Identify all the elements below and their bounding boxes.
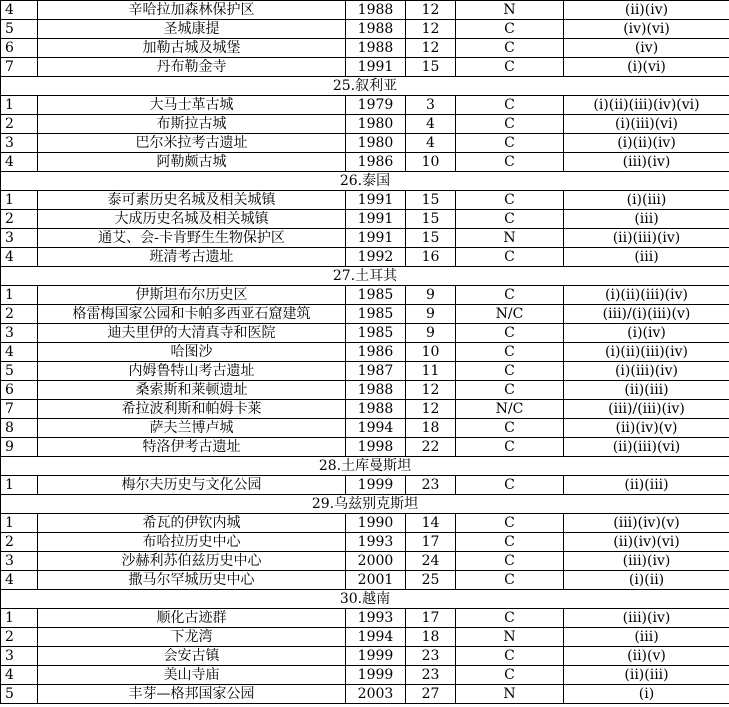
criteria-cell: (i)(ii)(iii)(iv) xyxy=(564,286,729,305)
site-name-cell: 希拉波利斯和帕姆卡莱 xyxy=(38,400,346,419)
table-row xyxy=(1,39,729,58)
table-row xyxy=(1,286,729,305)
site-name-cell: 伊斯坦布尔历史区 xyxy=(38,286,346,305)
table-row xyxy=(1,305,729,324)
session-cell: 12 xyxy=(406,381,456,400)
year-cell: 1988 xyxy=(346,20,406,39)
criteria-cell: (iii) xyxy=(564,628,729,647)
category-cell: C xyxy=(456,210,564,229)
row-number-cell: 7 xyxy=(1,58,38,77)
site-name-cell: 萨夫兰博卢城 xyxy=(38,419,346,438)
session-cell: 22 xyxy=(406,438,456,457)
category-cell: C xyxy=(456,343,564,362)
category-cell: N/C xyxy=(456,400,564,419)
site-name-cell: 班清考古遗址 xyxy=(38,248,346,267)
year-cell: 1999 xyxy=(346,666,406,685)
session-cell: 11 xyxy=(406,362,456,381)
session-cell: 14 xyxy=(406,514,456,533)
site-name-cell: 桑索斯和莱顿遗址 xyxy=(38,381,346,400)
row-number-cell: 2 xyxy=(1,533,38,552)
site-name-cell: 丰芽—格邦国家公园 xyxy=(38,685,346,704)
row-number-cell: 6 xyxy=(1,381,38,400)
table-row xyxy=(1,153,729,172)
category-cell: C xyxy=(456,514,564,533)
table-row xyxy=(1,666,729,685)
row-number-cell: 6 xyxy=(1,39,38,58)
year-cell: 1988 xyxy=(346,400,406,419)
year-cell: 1991 xyxy=(346,229,406,248)
criteria-cell: (i)(vi) xyxy=(564,58,729,77)
criteria-cell: (iii) xyxy=(564,210,729,229)
row-number-cell: 3 xyxy=(1,324,38,343)
category-cell: C xyxy=(456,362,564,381)
table-row xyxy=(1,1,729,20)
year-cell: 1993 xyxy=(346,533,406,552)
session-cell: 15 xyxy=(406,191,456,210)
row-number-cell: 4 xyxy=(1,571,38,590)
site-name-cell: 辛哈拉加森林保护区 xyxy=(38,1,346,20)
site-name-cell: 撒马尔罕城历史中心 xyxy=(38,571,346,590)
site-name-cell: 加勒古城及城堡 xyxy=(38,39,346,58)
session-cell: 25 xyxy=(406,571,456,590)
category-cell: C xyxy=(456,419,564,438)
criteria-cell: (i)(iii) xyxy=(564,191,729,210)
year-cell: 1994 xyxy=(346,419,406,438)
criteria-cell: (i)(ii)(iii)(iv) xyxy=(564,343,729,362)
session-cell: 15 xyxy=(406,58,456,77)
session-cell: 17 xyxy=(406,609,456,628)
year-cell: 1992 xyxy=(346,248,406,267)
country-heading: 28.土库曼斯坦 xyxy=(1,457,729,476)
site-name-cell: 巴尔米拉考古遗址 xyxy=(38,134,346,153)
site-name-cell: 迪夫里伊的大清真寺和医院 xyxy=(38,324,346,343)
year-cell: 1985 xyxy=(346,286,406,305)
category-cell: N xyxy=(456,685,564,704)
year-cell: 2003 xyxy=(346,685,406,704)
criteria-cell: (iii)(iv) xyxy=(564,552,729,571)
category-cell: C xyxy=(456,476,564,495)
session-cell: 15 xyxy=(406,210,456,229)
row-number-cell: 4 xyxy=(1,153,38,172)
criteria-cell: (ii)(iii) xyxy=(564,666,729,685)
session-cell: 9 xyxy=(406,305,456,324)
row-number-cell: 2 xyxy=(1,628,38,647)
table-row xyxy=(1,229,729,248)
table-row xyxy=(1,571,729,590)
session-cell: 10 xyxy=(406,343,456,362)
site-name-cell: 下龙湾 xyxy=(38,628,346,647)
criteria-cell: (i)(ii) xyxy=(564,571,729,590)
row-number-cell: 1 xyxy=(1,96,38,115)
year-cell: 2001 xyxy=(346,571,406,590)
site-name-cell: 会安古镇 xyxy=(38,647,346,666)
table-row xyxy=(1,324,729,343)
country-group-row xyxy=(1,77,729,96)
country-group-row xyxy=(1,457,729,476)
table-row xyxy=(1,191,729,210)
session-cell: 12 xyxy=(406,1,456,20)
row-number-cell: 1 xyxy=(1,514,38,533)
criteria-cell: (i)(iii)(iv) xyxy=(564,362,729,381)
year-cell: 1988 xyxy=(346,1,406,20)
criteria-cell: (ii)(iii)(vi) xyxy=(564,438,729,457)
site-name-cell: 大成历史名城及相关城镇 xyxy=(38,210,346,229)
session-cell: 4 xyxy=(406,115,456,134)
category-cell: C xyxy=(456,438,564,457)
category-cell: C xyxy=(456,666,564,685)
criteria-cell: (ii)(iv)(v) xyxy=(564,419,729,438)
category-cell: C xyxy=(456,39,564,58)
country-group-row xyxy=(1,590,729,609)
country-group-row xyxy=(1,267,729,286)
category-cell: C xyxy=(456,324,564,343)
site-name-cell: 丹布勒金寺 xyxy=(38,58,346,77)
year-cell: 1986 xyxy=(346,343,406,362)
session-cell: 3 xyxy=(406,96,456,115)
row-number-cell: 2 xyxy=(1,115,38,134)
site-name-cell: 布哈拉历史中心 xyxy=(38,533,346,552)
row-number-cell: 9 xyxy=(1,438,38,457)
criteria-cell: (ii)(iii)(iv) xyxy=(564,229,729,248)
table-body xyxy=(1,1,729,704)
year-cell: 1980 xyxy=(346,134,406,153)
site-name-cell: 顺化古迹群 xyxy=(38,609,346,628)
table-row xyxy=(1,343,729,362)
year-cell: 2000 xyxy=(346,552,406,571)
criteria-cell: (i)(iii)(vi) xyxy=(564,115,729,134)
category-cell: C xyxy=(456,381,564,400)
table-row xyxy=(1,552,729,571)
criteria-cell: (i)(ii)(iv) xyxy=(564,134,729,153)
session-cell: 9 xyxy=(406,324,456,343)
session-cell: 4 xyxy=(406,134,456,153)
table-row xyxy=(1,248,729,267)
year-cell: 1999 xyxy=(346,476,406,495)
site-name-cell: 梅尔夫历史与文化公园 xyxy=(38,476,346,495)
site-name-cell: 希瓦的伊钦内城 xyxy=(38,514,346,533)
session-cell: 12 xyxy=(406,20,456,39)
row-number-cell: 3 xyxy=(1,134,38,153)
row-number-cell: 8 xyxy=(1,419,38,438)
row-number-cell: 1 xyxy=(1,286,38,305)
session-cell: 12 xyxy=(406,400,456,419)
table-row xyxy=(1,476,729,495)
row-number-cell: 4 xyxy=(1,248,38,267)
table-row xyxy=(1,134,729,153)
category-cell: C xyxy=(456,191,564,210)
category-cell: C xyxy=(456,115,564,134)
year-cell: 1998 xyxy=(346,438,406,457)
category-cell: C xyxy=(456,286,564,305)
row-number-cell: 4 xyxy=(1,666,38,685)
criteria-cell: (ii)(iii) xyxy=(564,476,729,495)
table-row xyxy=(1,362,729,381)
category-cell: C xyxy=(456,609,564,628)
row-number-cell: 7 xyxy=(1,400,38,419)
table-row xyxy=(1,533,729,552)
criteria-cell: (ii)(iv) xyxy=(564,1,729,20)
table-row xyxy=(1,514,729,533)
category-cell: C xyxy=(456,248,564,267)
category-cell: C xyxy=(456,647,564,666)
criteria-cell: (iii)/(i)(iii)(v) xyxy=(564,305,729,324)
session-cell: 15 xyxy=(406,229,456,248)
year-cell: 1985 xyxy=(346,324,406,343)
row-number-cell: 4 xyxy=(1,343,38,362)
country-heading: 27.土耳其 xyxy=(1,267,729,286)
site-name-cell: 美山寺庙 xyxy=(38,666,346,685)
category-cell: N xyxy=(456,1,564,20)
year-cell: 1980 xyxy=(346,115,406,134)
site-name-cell: 特洛伊考古遗址 xyxy=(38,438,346,457)
year-cell: 1985 xyxy=(346,305,406,324)
site-name-cell: 泰可素历史名城及相关城镇 xyxy=(38,191,346,210)
category-cell: N xyxy=(456,229,564,248)
table-row xyxy=(1,20,729,39)
row-number-cell: 4 xyxy=(1,1,38,20)
criteria-cell: (iii)(iv) xyxy=(564,153,729,172)
session-cell: 17 xyxy=(406,533,456,552)
table-row xyxy=(1,419,729,438)
site-name-cell: 哈图沙 xyxy=(38,343,346,362)
criteria-cell: (iii)(iv)(v) xyxy=(564,514,729,533)
category-cell: N/C xyxy=(456,305,564,324)
year-cell: 1993 xyxy=(346,609,406,628)
site-name-cell: 布斯拉古城 xyxy=(38,115,346,134)
category-cell: C xyxy=(456,552,564,571)
year-cell: 1979 xyxy=(346,96,406,115)
category-cell: C xyxy=(456,153,564,172)
criteria-cell: (iv) xyxy=(564,39,729,58)
table-row xyxy=(1,438,729,457)
session-cell: 18 xyxy=(406,419,456,438)
criteria-cell: (iii) xyxy=(564,248,729,267)
category-cell: C xyxy=(456,58,564,77)
criteria-cell: (i)(iv) xyxy=(564,324,729,343)
session-cell: 23 xyxy=(406,647,456,666)
session-cell: 12 xyxy=(406,39,456,58)
session-cell: 23 xyxy=(406,476,456,495)
row-number-cell: 1 xyxy=(1,476,38,495)
country-heading: 30.越南 xyxy=(1,590,729,609)
session-cell: 27 xyxy=(406,685,456,704)
category-cell: C xyxy=(456,571,564,590)
row-number-cell: 2 xyxy=(1,210,38,229)
criteria-cell: (i)(ii)(iii)(iv)(vi) xyxy=(564,96,729,115)
year-cell: 1999 xyxy=(346,647,406,666)
criteria-cell: (ii)(iii) xyxy=(564,381,729,400)
session-cell: 10 xyxy=(406,153,456,172)
row-number-cell: 1 xyxy=(1,609,38,628)
site-name-cell: 阿勒颇古城 xyxy=(38,153,346,172)
criteria-cell: (iii)(iv) xyxy=(564,609,729,628)
criteria-cell: (ii)(v) xyxy=(564,647,729,666)
row-number-cell: 5 xyxy=(1,20,38,39)
session-cell: 18 xyxy=(406,628,456,647)
year-cell: 1986 xyxy=(346,153,406,172)
category-cell: C xyxy=(456,20,564,39)
category-cell: C xyxy=(456,533,564,552)
row-number-cell: 3 xyxy=(1,552,38,571)
row-number-cell: 3 xyxy=(1,647,38,666)
site-name-cell: 通艾、会-卡肯野生生物保护区 xyxy=(38,229,346,248)
session-cell: 9 xyxy=(406,286,456,305)
country-heading: 26.泰国 xyxy=(1,172,729,191)
criteria-cell: (iii)/(iii)(iv) xyxy=(564,400,729,419)
row-number-cell: 2 xyxy=(1,305,38,324)
category-cell: N xyxy=(456,628,564,647)
category-cell: C xyxy=(456,96,564,115)
session-cell: 23 xyxy=(406,666,456,685)
row-number-cell: 5 xyxy=(1,362,38,381)
country-group-row xyxy=(1,172,729,191)
session-cell: 16 xyxy=(406,248,456,267)
year-cell: 1990 xyxy=(346,514,406,533)
year-cell: 1991 xyxy=(346,191,406,210)
criteria-cell: (iv)(vi) xyxy=(564,20,729,39)
table-row xyxy=(1,115,729,134)
category-cell: C xyxy=(456,134,564,153)
table-row xyxy=(1,609,729,628)
site-name-cell: 圣城康提 xyxy=(38,20,346,39)
country-heading: 29.乌兹别克斯坦 xyxy=(1,495,729,514)
row-number-cell: 3 xyxy=(1,229,38,248)
site-name-cell: 内姆鲁特山考古遗址 xyxy=(38,362,346,381)
year-cell: 1988 xyxy=(346,39,406,58)
table-row xyxy=(1,400,729,419)
table-row xyxy=(1,381,729,400)
year-cell: 1987 xyxy=(346,362,406,381)
criteria-cell: (i) xyxy=(564,685,729,704)
country-heading: 25.叙利亚 xyxy=(1,77,729,96)
criteria-cell: (ii)(iv)(vi) xyxy=(564,533,729,552)
table-row xyxy=(1,96,729,115)
table-row xyxy=(1,685,729,704)
site-name-cell: 大马士革古城 xyxy=(38,96,346,115)
site-name-cell: 沙赫利苏伯兹历史中心 xyxy=(38,552,346,571)
row-number-cell: 5 xyxy=(1,685,38,704)
table-row xyxy=(1,628,729,647)
table-row xyxy=(1,647,729,666)
table-row xyxy=(1,58,729,77)
year-cell: 1994 xyxy=(346,628,406,647)
year-cell: 1991 xyxy=(346,210,406,229)
country-group-row xyxy=(1,495,729,514)
row-number-cell: 1 xyxy=(1,191,38,210)
site-name-cell: 格雷梅国家公园和卡帕多西亚石窟建筑 xyxy=(38,305,346,324)
table-row xyxy=(1,210,729,229)
year-cell: 1988 xyxy=(346,381,406,400)
session-cell: 24 xyxy=(406,552,456,571)
year-cell: 1991 xyxy=(346,58,406,77)
